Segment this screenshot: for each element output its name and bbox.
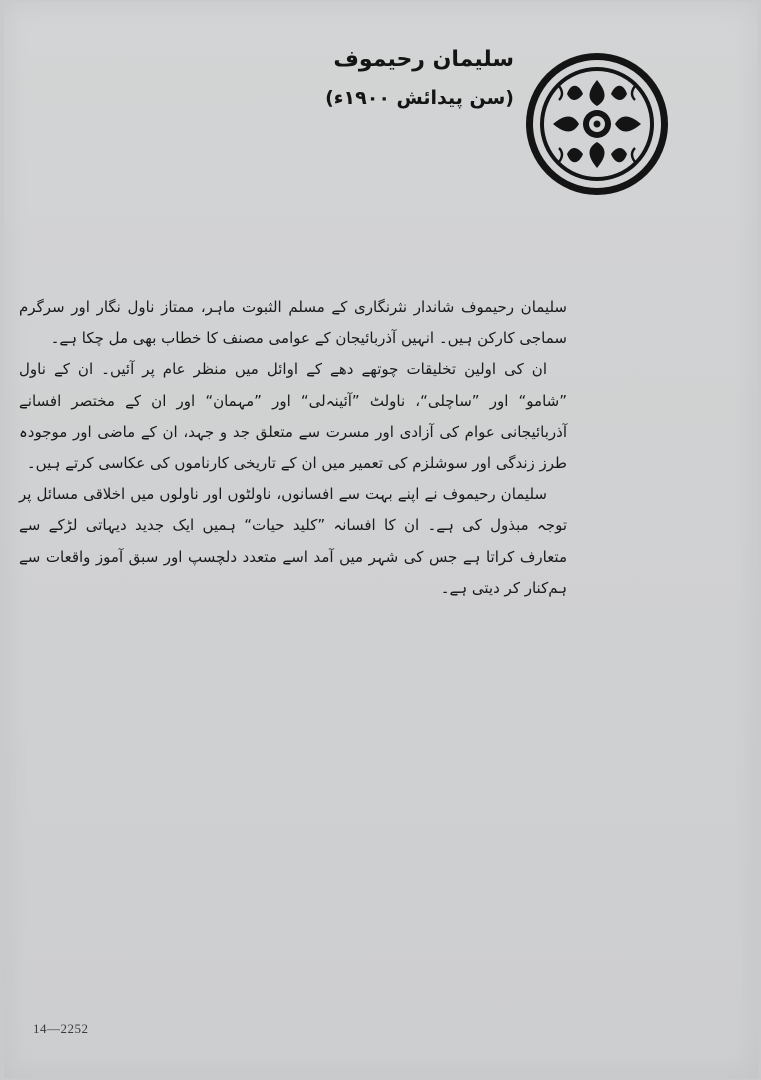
paragraph: سلیمان رحیموف شاندار نثرنگاری کے مسلم الثبوت ماہر، ممتاز ناول نگار اور سرگرم سماجی کارکن ہیں۔ انہیں آذربائیجان کے عوامی مصنف کا خطاب بھی مل چکا ہے۔ xyxy=(19,298,567,348)
page xyxy=(4,2,758,1078)
article-body xyxy=(19,292,567,604)
page-folio-number: 14—2252 xyxy=(33,1021,89,1036)
birth-year-subtitle: (سن پیدائش ۱۹۰۰ء) xyxy=(325,87,514,109)
paragraph: ان کی اولین تخلیقات چوتھے دھے کے اوائل میں منظر عام پر آئیں۔ ان کے ناول ”شامو“ اور ”ساچلی“، ناولٹ ”آئینہ‌لی“ اور ”مہمان“ اور ان کے مختصر افسانے آذربائیجانی عوام کی آزادی اور مسرت سے متعلق جد و جہد، ان کے ماضی اور موجودہ طرز زندگی اور سوشلزم کی تعمیر میں ان کے تاریخی کارناموں کی عکاسی کرتے ہیں۔ xyxy=(19,360,567,473)
ornamental-rosette-icon xyxy=(523,50,671,198)
page-title: سلیمان رحیموف xyxy=(333,47,514,72)
paragraph: سلیمان رحیموف نے اپنے بہت سے افسانوں، ناولٹوں اور ناولوں میں اخلاقی مسائل پر توجہ مبذول کی ہے۔ ان کا افسانہ ”کلید حیات“ ہمیں ایک جدید دیہاتی لڑکے سے متعارف کراتا ہے جس کی شہر میں آمد اسے متعدد دلچسپ اور سبق آموز واقعات سے ہم‌کنار کر دیتی ہے۔ xyxy=(19,485,567,597)
